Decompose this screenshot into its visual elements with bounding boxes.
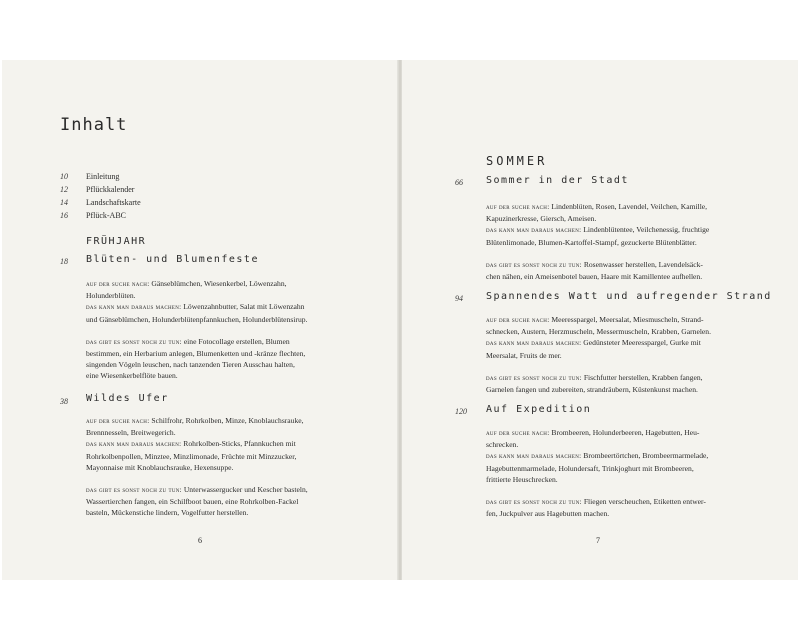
- more-line: singenden Vögeln leuschen, nach tanzenden Tieren Ausschau halten,: [86, 360, 295, 370]
- intro-title[interactable]: Landschaftskarte: [86, 198, 141, 207]
- intro-title[interactable]: Einleitung: [86, 172, 120, 181]
- more-text: eine Fotocollage erstellen, Blumen: [183, 336, 290, 346]
- make-line: Blütenlimonade, Blumen-Kartoffel-Stampf, gezuckerte Blütenblätter.: [486, 237, 697, 247]
- more-line: chen nähen, ein Ameisenbotel bauen, Haare mit Kamillentee aufhellen.: [486, 272, 703, 282]
- section-body: [486, 201, 776, 282]
- search-line: [86, 278, 376, 290]
- make-line: [86, 301, 376, 313]
- section-body: [86, 415, 376, 519]
- search-label: auf der suche nach:: [486, 316, 550, 324]
- make-text: Brombeertörtchen, Brombeermarmelade,: [583, 451, 709, 461]
- more-label: das gibt es sonst noch zu tun:: [86, 486, 182, 495]
- search-line: [486, 314, 781, 326]
- toc-heading: Inhalt: [60, 115, 128, 135]
- section-page-number: 120: [455, 407, 467, 416]
- more-label: das gibt es sonst noch zu tun:: [486, 260, 582, 269]
- section-body: [486, 427, 776, 519]
- section-body: [486, 314, 781, 395]
- make-line: [86, 438, 376, 450]
- more-text: Fischfutter herstellen, Krabben fangen,: [583, 372, 703, 382]
- search-line: schnecken, Austern, Herzmuscheln, Messermuscheln, Krabben, Garnelen.: [486, 327, 711, 337]
- section-title[interactable]: Spannendes Watt und aufregender Strand: [486, 291, 772, 302]
- search-line: [486, 201, 776, 213]
- season-heading-summer: SOMMER: [486, 154, 548, 168]
- more-line: fen, Juckpulver aus Hagebutten machen.: [486, 509, 610, 519]
- search-label: auf der suche nach:: [86, 417, 150, 425]
- search-line: Kapuzinerkresse, Giersch, Ameisen.: [486, 214, 597, 224]
- more-line: [486, 259, 776, 271]
- make-label: das kann man daraus machen:: [486, 452, 582, 461]
- make-label: das kann man daraus machen:: [486, 226, 582, 235]
- make-text: Lindenblütentee, Veilchenessig, fruchtige: [583, 225, 710, 235]
- intro-page-number: 14: [60, 198, 68, 207]
- make-label: das kann man daraus machen:: [86, 440, 182, 449]
- section-page-number: 38: [60, 397, 68, 406]
- make-line: und Gänseblümchen, Holunderblütenpfannkuchen, Holunderblütensirup.: [86, 314, 308, 324]
- make-text: Gedünsteter Meeresspargel, Gurke mit: [583, 338, 701, 348]
- search-text: Gänseblümchen, Wiesenkerbel, Löwenzahn,: [151, 279, 287, 288]
- make-text: Rohrkolben-Sticks, Pfannkuchen mit: [183, 439, 296, 449]
- section-title[interactable]: Blüten- und Blumenfeste: [86, 254, 259, 265]
- intro-page-number: 16: [60, 211, 68, 220]
- intro-page-number: 10: [60, 172, 68, 181]
- search-text: Brombeeren, Holunderbeeren, Hagebutten, Heu-: [551, 428, 700, 437]
- search-text: Lindenblüten, Rosen, Lavendel, Veilchen, Kamille,: [551, 202, 708, 211]
- more-line: Garnelen fangen und zubereiten, strandräubern, Küstenkunst machen.: [486, 385, 698, 395]
- make-line: [486, 224, 776, 236]
- search-line: [486, 427, 776, 439]
- make-line: [486, 337, 781, 349]
- search-text: Schilfrohr, Rohrkolben, Minze, Knoblauchsrauke,: [151, 416, 304, 425]
- search-line: schrecken.: [486, 440, 519, 450]
- search-line: Brennnesseln, Breitwegerich.: [86, 428, 176, 438]
- more-line: basteln, Mückenstiche lindern, Vogelfutter herstellen.: [86, 508, 249, 518]
- section-title[interactable]: Auf Expedition: [486, 404, 592, 415]
- search-text: Meeresspargel, Meersalat, Miesmuscheln, Strand-: [551, 315, 704, 324]
- make-line: frittierte Heuschrecken.: [486, 474, 558, 484]
- search-label: auf der suche nach:: [486, 429, 550, 437]
- search-line: [86, 415, 376, 427]
- section-title[interactable]: Wildes Ufer: [86, 393, 169, 404]
- more-line: [486, 372, 781, 384]
- more-line: eine Wiesenkerbelflöte bauen.: [86, 371, 178, 381]
- section-page-number: 66: [455, 178, 463, 187]
- section-body: [86, 278, 376, 382]
- search-label: auf der suche nach:: [86, 280, 150, 288]
- make-label: das kann man daraus machen:: [486, 339, 582, 348]
- intro-page-number: 12: [60, 185, 68, 194]
- more-label: das gibt es sonst noch zu tun:: [486, 373, 582, 382]
- make-line: Rohrkolbenpollen, Minztee, Minzlimonade, Früchte mit Minzzucker,: [86, 451, 297, 461]
- section-title[interactable]: Sommer in der Stadt: [486, 175, 629, 186]
- make-label: das kann man daraus machen:: [86, 303, 182, 312]
- more-label: das gibt es sonst noch zu tun:: [86, 337, 182, 346]
- more-label: das gibt es sonst noch zu tun:: [486, 498, 582, 507]
- section-page-number: 94: [455, 294, 463, 303]
- search-label: auf der suche nach:: [486, 203, 550, 211]
- more-text: Rosenwasser herstellen, Lavendelsäck-: [583, 259, 703, 269]
- page-folio-left: 6: [198, 536, 202, 545]
- more-line: [486, 496, 776, 508]
- page-folio-right: 7: [596, 536, 600, 545]
- make-line: Hagebuttenmarmelade, Holundersaft, Trinkjoghurt mit Brombeeren,: [486, 463, 694, 473]
- more-text: Fliegen verscheuchen, Etiketten entwer-: [583, 497, 706, 507]
- make-text: Löwenzahnbutter, Salat mit Löwenzahn: [183, 302, 305, 312]
- more-text: Unterwassergucker und Kescher basteln,: [183, 485, 308, 495]
- make-line: [486, 450, 776, 462]
- make-line: Meersalat, Fruits de mer.: [486, 350, 562, 360]
- make-line: Mayonnaise mit Knoblauchsrauke, Hexensuppe.: [86, 462, 234, 472]
- intro-title[interactable]: Pflück-ABC: [86, 211, 126, 220]
- more-line: Wassertierchen fangen, ein Schilfboot bauen, eine Rohrkolben-Fackel: [86, 497, 299, 507]
- more-line: bestimmen, ein Herbarium anlegen, Blumenketten und -kränze flechten,: [86, 349, 306, 359]
- intro-title[interactable]: Pflückkalender: [86, 185, 135, 194]
- section-page-number: 18: [60, 257, 68, 266]
- season-heading-spring: FRÜHJAHR: [86, 236, 147, 247]
- search-line: Holunderblüten.: [86, 291, 136, 301]
- more-line: [86, 336, 376, 348]
- more-line: [86, 484, 376, 496]
